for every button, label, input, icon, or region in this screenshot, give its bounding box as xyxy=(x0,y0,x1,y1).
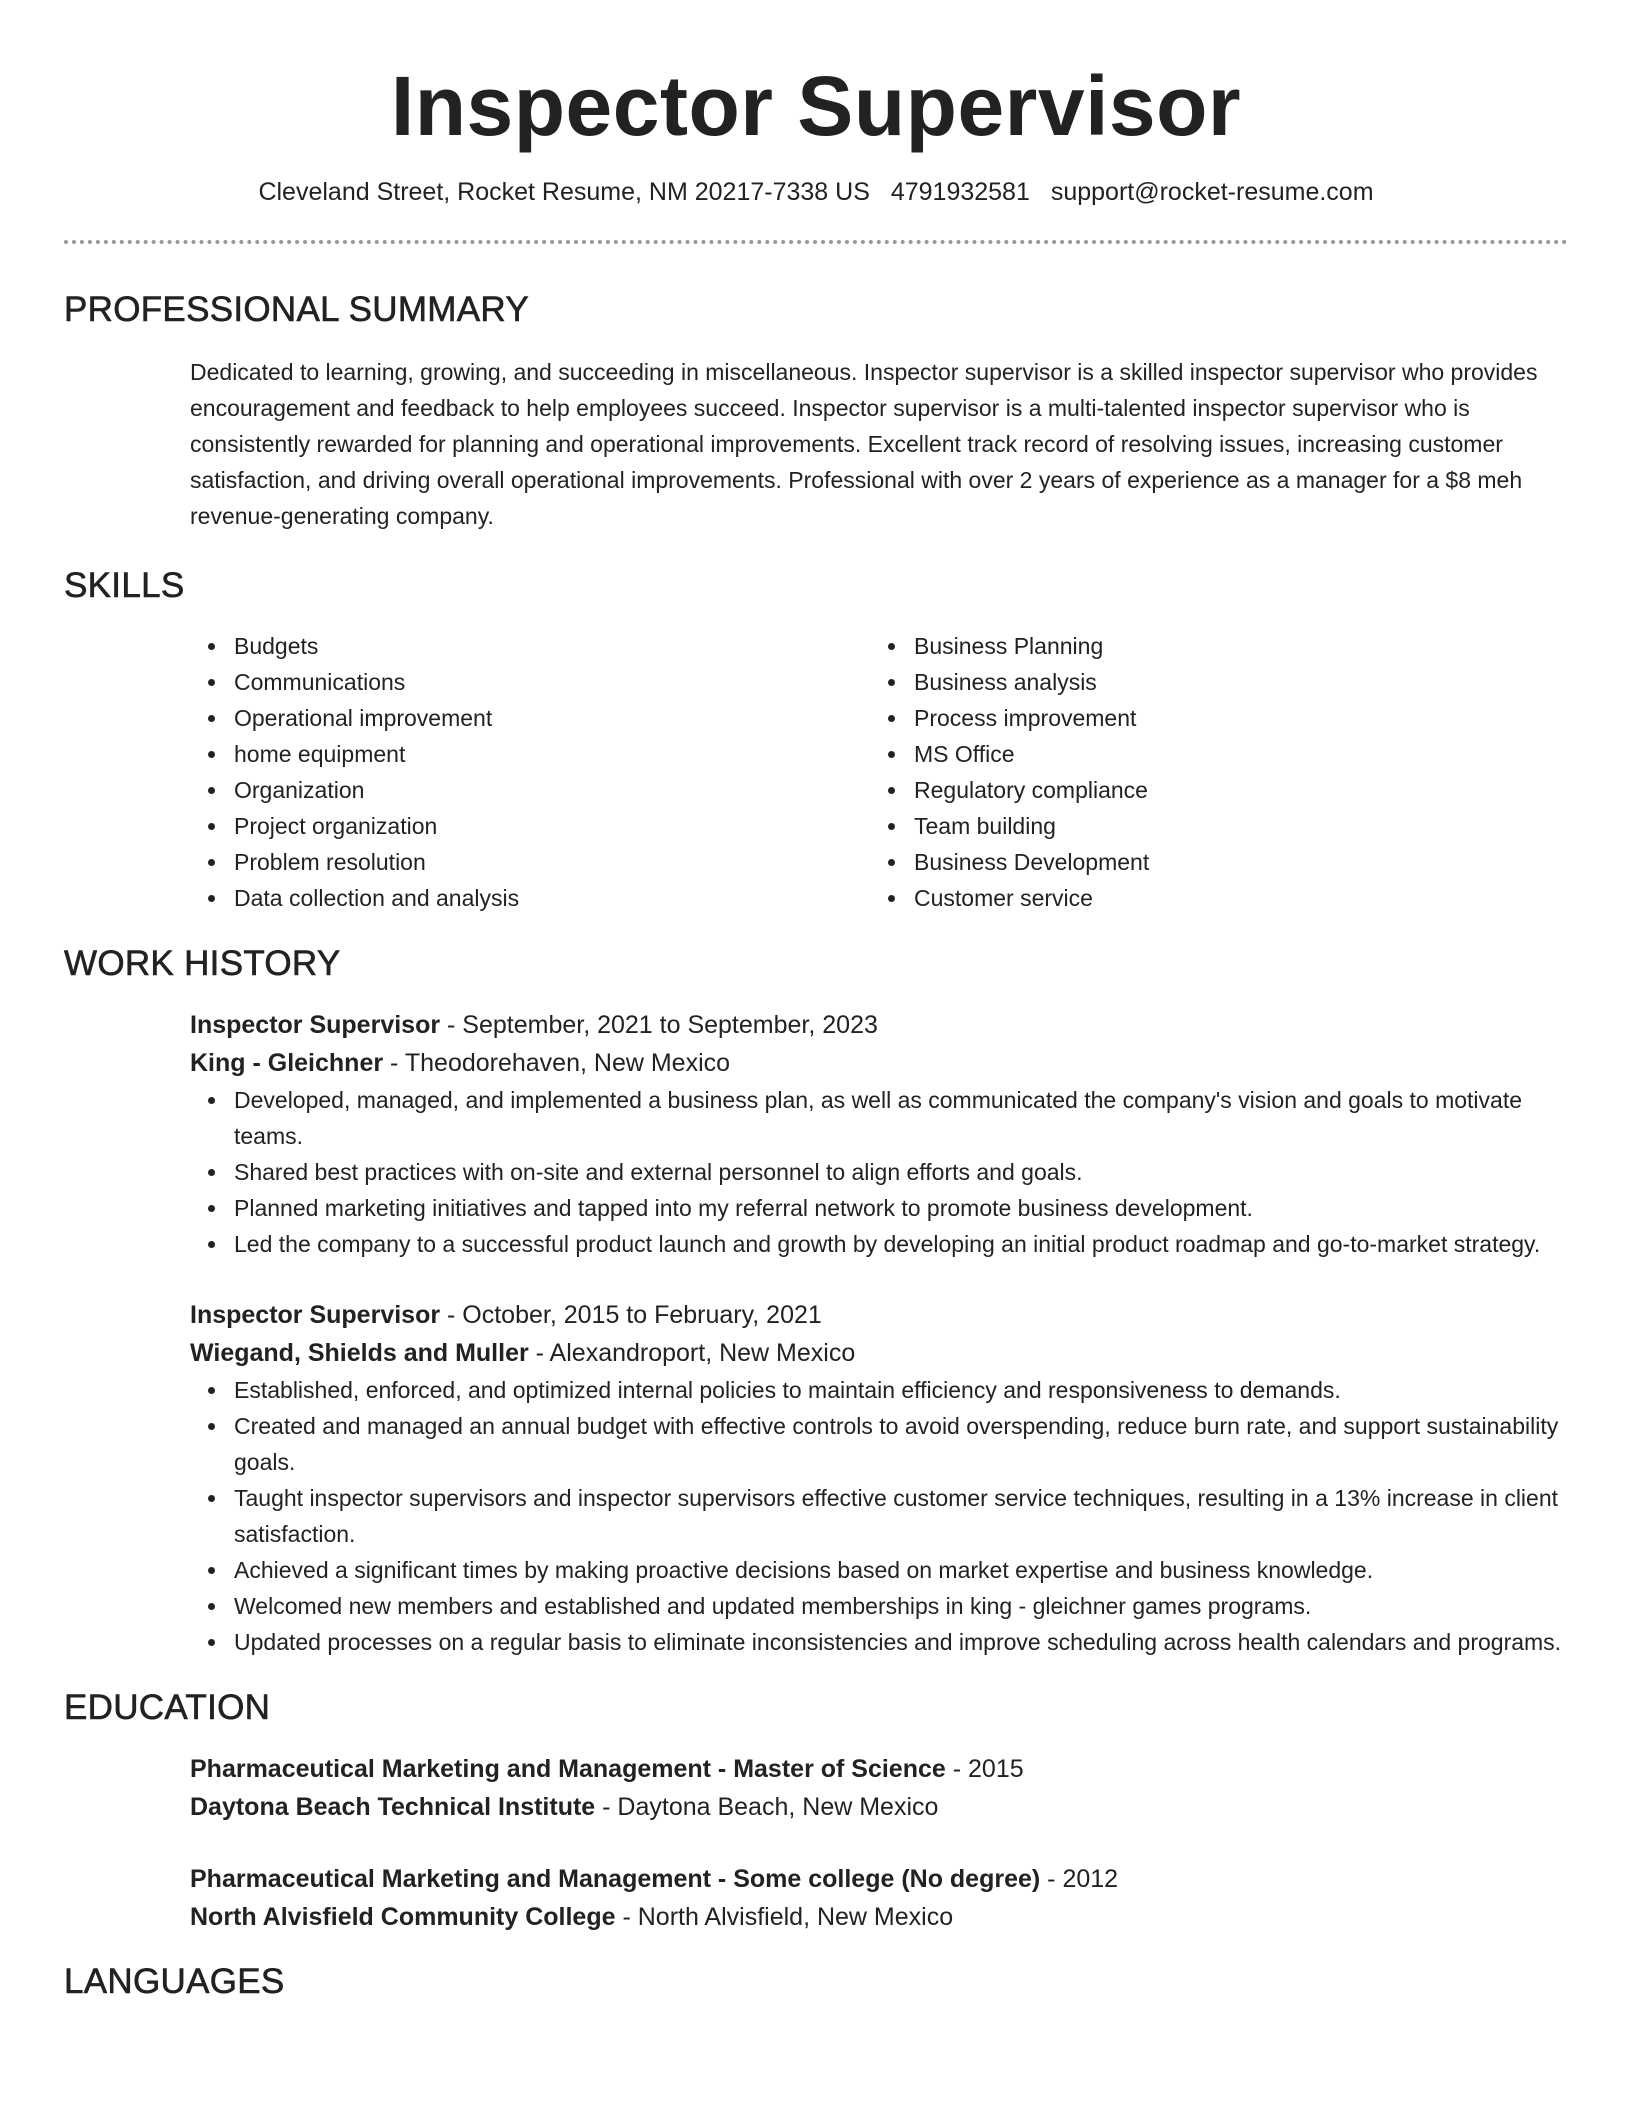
job-location: - Theodorehaven, New Mexico xyxy=(383,1049,731,1077)
skill-item: MS Office xyxy=(914,736,1550,772)
job-bullet: Welcomed new members and established and updated memberships in king - gleichner games programs. xyxy=(234,1588,1568,1624)
resume-name: Inspector Supervisor xyxy=(390,59,1242,153)
job-company: King - Gleichner xyxy=(190,1049,384,1077)
contact-phone: 4791932581 xyxy=(890,178,1030,206)
skill-item: Project organization xyxy=(234,808,870,844)
work-history-heading: WORK HISTORY xyxy=(64,944,341,983)
job-role: Inspector Supervisor xyxy=(190,1011,441,1039)
skills-list xyxy=(190,628,1568,916)
education-school-line xyxy=(190,1788,1568,1826)
education-school: Daytona Beach Technical Institute xyxy=(190,1793,596,1821)
job-entry xyxy=(190,1296,1568,1660)
contact-email: support@rocket-resume.com xyxy=(1050,178,1374,206)
skill-item: Team building xyxy=(914,808,1550,844)
skill-item: Customer service xyxy=(914,880,1550,916)
job-bullets xyxy=(190,1082,1568,1262)
education-degree: Pharmaceutical Marketing and Management - Some college (No degree) xyxy=(190,1865,1041,1893)
education-list xyxy=(190,1750,1568,1936)
languages-heading: LANGUAGES xyxy=(64,1962,285,2001)
skill-item: home equipment xyxy=(234,736,870,772)
job-bullet: Created and managed an annual budget with effective controls to avoid overspending, reduce burn rate, and support sustainability goals. xyxy=(234,1408,1568,1480)
skills-column-right xyxy=(870,628,1550,916)
skill-item: Business analysis xyxy=(914,664,1550,700)
job-bullet: Developed, managed, and implemented a business plan, as well as communicated the company's vision and goals to motivate teams. xyxy=(234,1082,1568,1154)
education-school: North Alvisfield Community College xyxy=(190,1903,616,1931)
job-bullet: Updated processes on a regular basis to eliminate inconsistencies and improve scheduling across health calendars and programs. xyxy=(234,1624,1568,1660)
job-bullet: Achieved a significant times by making proactive decisions based on market expertise and business knowledge. xyxy=(234,1552,1568,1588)
job-role: Inspector Supervisor xyxy=(190,1301,441,1329)
summary-heading: PROFESSIONAL SUMMARY xyxy=(64,290,529,329)
job-title-line xyxy=(190,1296,1568,1334)
summary-text: Dedicated to learning, growing, and succeeding in miscellaneous. Inspector supervisor is a skilled inspector supervisor who provides encouragement and feedback to help employees succeed. Inspector supervisor is a multi-talented inspector supervisor who is consistently rewarded for planning and operational improvements. Excellent track record of resolving issues, increasing customer satisfaction, and driving overall operational improvements. Professional with over 2 years of experience as a manager for a $8 meh revenue-generating company. xyxy=(190,359,1538,529)
skills-column-left xyxy=(190,628,870,916)
education-location: - North Alvisfield, New Mexico xyxy=(615,1903,954,1931)
skill-item: Problem resolution xyxy=(234,844,870,880)
skill-item: Communications xyxy=(234,664,870,700)
skill-item: Operational improvement xyxy=(234,700,870,736)
skill-item: Business Planning xyxy=(914,628,1550,664)
education-entry xyxy=(190,1860,1568,1936)
job-title-line xyxy=(190,1006,1568,1044)
skill-item: Process improvement xyxy=(914,700,1550,736)
job-entry xyxy=(190,1006,1568,1262)
education-degree-line xyxy=(190,1860,1568,1898)
job-bullets xyxy=(190,1372,1568,1660)
skill-item: Regulatory compliance xyxy=(914,772,1550,808)
skill-item: Business Development xyxy=(914,844,1550,880)
job-dates: - September, 2021 to September, 2023 xyxy=(440,1011,878,1039)
job-dates: - October, 2015 to February, 2021 xyxy=(440,1301,822,1329)
education-degree-line xyxy=(190,1750,1568,1788)
skill-item: Budgets xyxy=(234,628,870,664)
job-bullet: Established, enforced, and optimized internal policies to maintain efficiency and responsiveness to demands. xyxy=(234,1372,1568,1408)
education-entry xyxy=(190,1750,1568,1826)
header-divider xyxy=(64,240,1568,244)
job-bullet: Led the company to a successful product launch and growth by developing an initial product roadmap and go-to-market strategy. xyxy=(234,1226,1568,1262)
job-location: - Alexandroport, New Mexico xyxy=(528,1339,856,1367)
skill-item: Organization xyxy=(234,772,870,808)
education-location: - Daytona Beach, New Mexico xyxy=(595,1793,939,1821)
job-company: Wiegand, Shields and Muller xyxy=(190,1339,529,1367)
contact-line xyxy=(64,176,1568,208)
job-company-line xyxy=(190,1334,1568,1372)
education-heading: EDUCATION xyxy=(64,1688,271,1727)
education-year: - 2015 xyxy=(945,1755,1024,1783)
work-history-list xyxy=(190,1006,1568,1660)
skills-heading: SKILLS xyxy=(64,566,185,605)
job-bullet: Planned marketing initiatives and tapped into my referral network to promote business development. xyxy=(234,1190,1568,1226)
contact-address: Cleveland Street, Rocket Resume, NM 20217-7338 US xyxy=(258,178,870,206)
education-year: - 2012 xyxy=(1040,1865,1119,1893)
job-bullet: Taught inspector supervisors and inspector supervisors effective customer service techniques, resulting in a 13% increase in client satisfaction. xyxy=(234,1480,1568,1552)
education-school-line xyxy=(190,1898,1568,1936)
job-bullet: Shared best practices with on-site and external personnel to align efforts and goals. xyxy=(234,1154,1568,1190)
job-company-line xyxy=(190,1044,1568,1082)
education-degree: Pharmaceutical Marketing and Management - Master of Science xyxy=(190,1755,946,1783)
skill-item: Data collection and analysis xyxy=(234,880,870,916)
